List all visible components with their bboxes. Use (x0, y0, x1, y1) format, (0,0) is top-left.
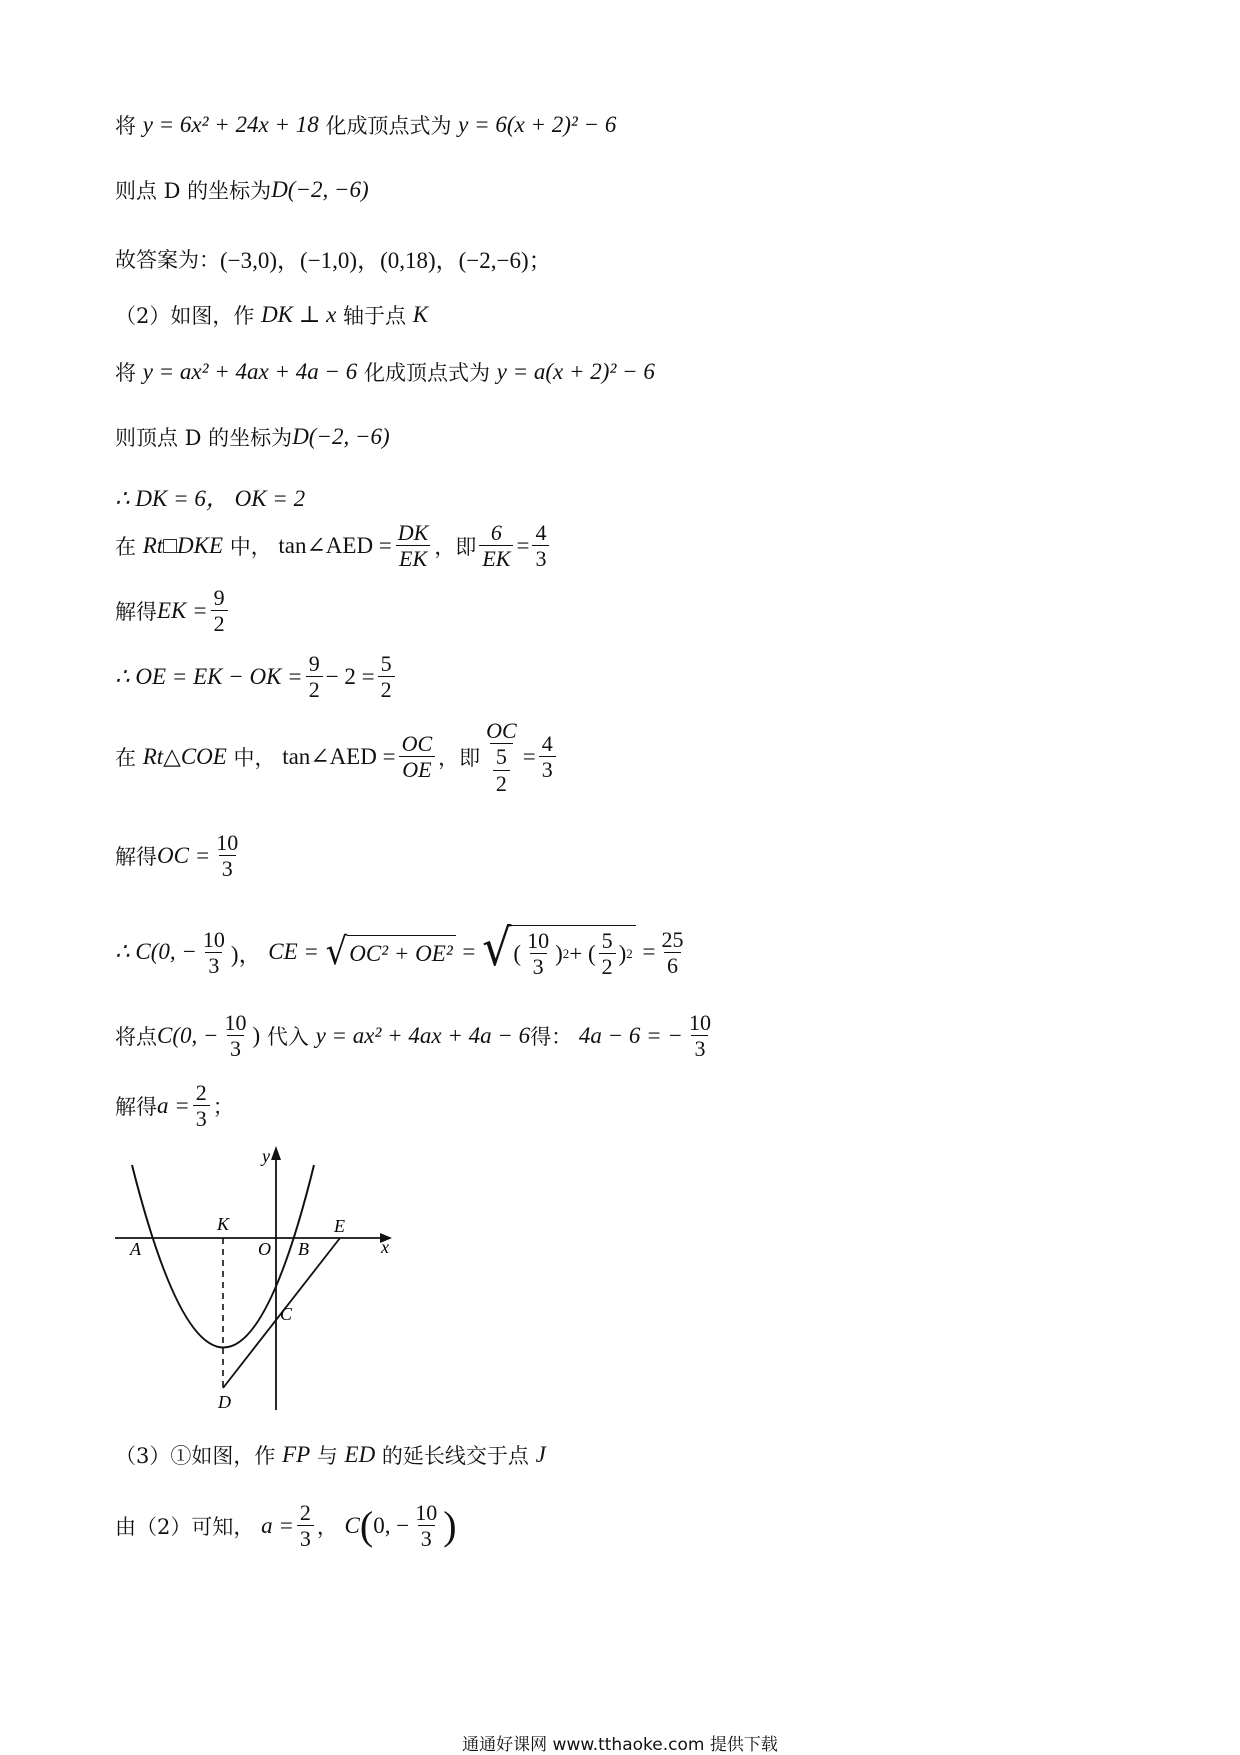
math: 0, − (373, 1512, 410, 1538)
text: ，即 (438, 745, 481, 770)
text: 的延长线交于点 (381, 1444, 529, 1468)
line-9 (115, 585, 231, 637)
math: ∴ DK = 6， OK = 2 (115, 486, 306, 511)
math: Rt (142, 532, 164, 558)
line-7 (115, 480, 305, 513)
text: （3）①如图，作 (115, 1444, 276, 1468)
math: CE = (268, 939, 319, 965)
text: 解得 (115, 1094, 157, 1119)
math: K (412, 302, 429, 327)
label-b: B (298, 1239, 309, 1259)
fraction: $\frac{2}{3}$ (193, 1080, 210, 1132)
label-e: E (334, 1216, 345, 1236)
text: 轴于点 (343, 304, 407, 328)
text: 与 (316, 1444, 338, 1468)
fraction: $\frac{10}{3}$ (216, 830, 239, 882)
fraction: $\frac{9}{2}$ (211, 585, 228, 637)
text: 由（2）可知， (115, 1514, 255, 1539)
line-10 (115, 651, 398, 703)
label-k: K (217, 1214, 230, 1234)
math: y = 6x² + 24x + 18 (142, 112, 319, 137)
math: a = (261, 1512, 294, 1538)
text: 化成顶点式为 (363, 361, 490, 385)
math: = (516, 532, 530, 558)
line-4 (115, 300, 428, 330)
fraction: $\frac{10}{3}$ (202, 926, 225, 978)
math: C (344, 1512, 360, 1538)
math: a = (157, 1092, 190, 1118)
fraction: $\frac{10}{3}$ (224, 1010, 247, 1062)
line-17: 由（2）可知， a = $\frac{2}{3}$ ， C ( 0, − $\frac{10}{3}$ ) (115, 1500, 457, 1552)
math: D(−2, −6) (292, 424, 390, 449)
math: (−3,0)，(−1,0)，(0,18)，(−2,−6)； (220, 248, 552, 273)
text: 将 (115, 361, 136, 385)
text: 在 (115, 534, 136, 559)
line-6 (115, 422, 390, 452)
line-11 (115, 718, 559, 796)
text: ， (316, 1514, 338, 1539)
text: ，即 (434, 534, 477, 559)
parabola-figure (115, 1140, 415, 1420)
math: EK = (157, 597, 208, 623)
math: = (462, 939, 476, 965)
math: − 2 = (325, 663, 375, 689)
text: 在 (115, 745, 136, 770)
fraction: $\frac{10}{3}$ (415, 1500, 438, 1552)
math: □DKE (163, 532, 224, 558)
text: 则顶点 D 的坐标为 (115, 426, 293, 450)
y-axis-arrow (271, 1146, 281, 1160)
square-root: √ OC² + OE² (326, 935, 456, 969)
line-15 (115, 1080, 234, 1132)
math: y = 6(x + 2)² − 6 (458, 112, 617, 137)
math: OC = (157, 842, 211, 868)
fraction: $\frac{4}{3}$ (539, 731, 556, 783)
text: 代入 (266, 1024, 309, 1049)
math: y = ax² + 4ax + 4a − 6 (315, 1022, 531, 1048)
line-14 (115, 1010, 717, 1062)
text: 解得 (115, 599, 157, 624)
text: 解得 (115, 844, 157, 869)
fraction: $\frac{4}{3}$ (532, 520, 549, 572)
math: )， (230, 941, 262, 967)
math: 4a − 6 = − (578, 1022, 683, 1048)
math: ) (252, 1022, 261, 1048)
fraction: $\frac{6}{EK}$ (479, 520, 513, 572)
text: 将点 (115, 1024, 157, 1049)
label-y: y (262, 1146, 270, 1166)
line-5 (115, 357, 655, 387)
math: y = ax² + 4ax + 4a − 6 (142, 359, 358, 384)
math: tan∠AED = (282, 743, 396, 769)
line-16 (115, 1440, 546, 1470)
label-o: O (258, 1239, 271, 1259)
math: ∴ OE = EK − OK = (115, 663, 303, 689)
math: C(0, − (157, 1022, 219, 1048)
fraction: $\frac{10}{3}$ (688, 1010, 711, 1062)
math: = (642, 939, 656, 965)
label-x: x (381, 1237, 389, 1257)
fraction: $\frac{2}{3}$ (297, 1500, 314, 1552)
math: D(−2, −6) (271, 177, 369, 202)
text: （2）如图，作 (115, 304, 255, 328)
label-d: D (218, 1392, 231, 1412)
label-a: A (130, 1239, 141, 1259)
text: 中， (233, 745, 276, 770)
math: Rt△COE (142, 743, 227, 769)
math: ED (344, 1442, 376, 1467)
math: tan∠AED = (278, 532, 392, 558)
fraction: $\frac{9}{2}$ (306, 651, 323, 703)
text: 故答案为： (115, 247, 220, 272)
square-root: √ ( $\frac{10}{3}$ ) 2 + ( $\frac{5}{2}$ ) 2 (482, 925, 636, 980)
line-1 (115, 110, 616, 140)
math: FP (282, 1442, 311, 1467)
text: 将 (115, 114, 136, 138)
fraction: $\frac{5}{2}$ (378, 651, 395, 703)
text: 中， (229, 534, 272, 559)
fraction: $\frac{DK}{EK}$ (397, 520, 429, 572)
page-footer: 通通好课网 www.tthaoke.com 提供下载 (462, 1735, 778, 1755)
line-8 (115, 520, 552, 572)
fraction: $\frac{OC}{OE}$ (399, 731, 436, 783)
math: ∴ C(0, − (115, 939, 197, 965)
line-3 (115, 242, 552, 275)
math: DK ⊥ x (261, 302, 337, 327)
math: J (535, 1442, 546, 1467)
fraction: $\frac{25}{6}$ (661, 926, 684, 978)
compound-fraction: OC 5 2 (486, 718, 517, 796)
text: 化成顶点式为 (325, 114, 452, 138)
text: 得： (530, 1024, 573, 1049)
text: ； (212, 1094, 234, 1119)
text: 则点 D 的坐标为 (115, 179, 272, 203)
line-13 (115, 917, 689, 980)
math: = (522, 743, 536, 769)
label-c: C (280, 1304, 293, 1324)
line-12 (115, 830, 244, 882)
math: y = a(x + 2)² − 6 (496, 359, 655, 384)
line-2 (115, 175, 369, 205)
